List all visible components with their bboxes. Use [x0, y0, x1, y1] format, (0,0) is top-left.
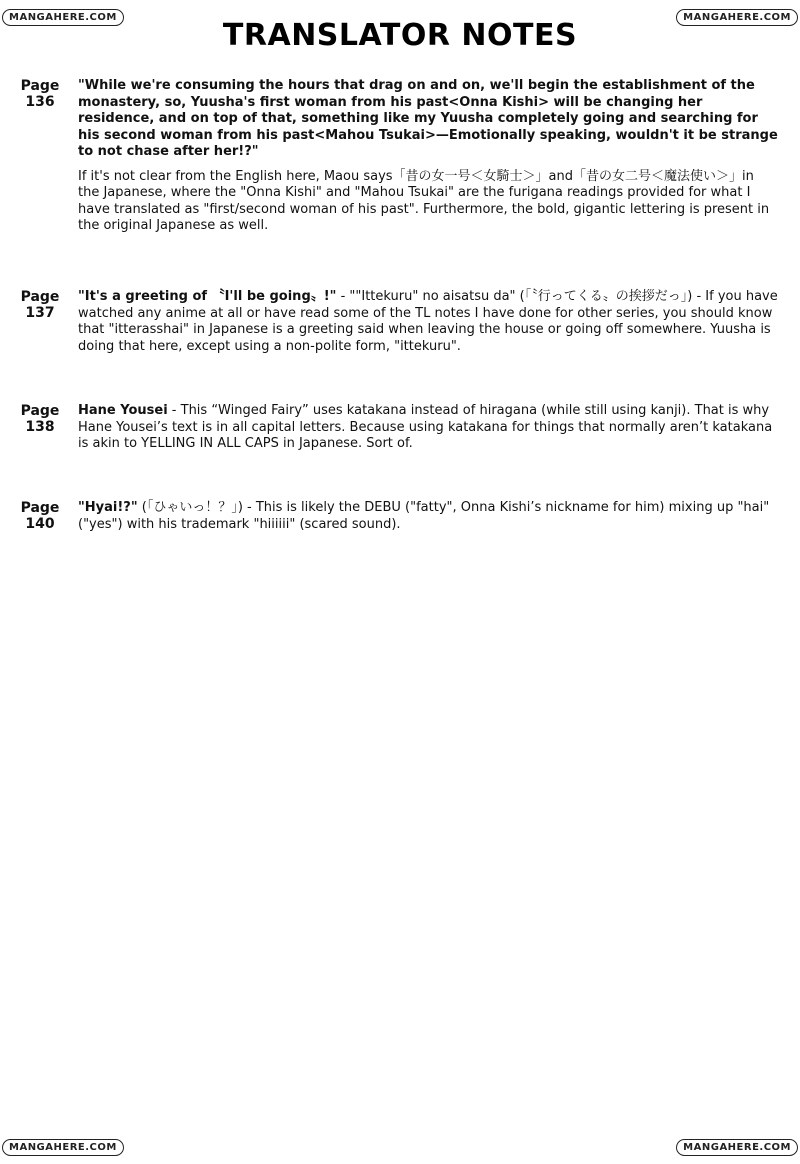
- watermark-bottom-right: [676, 1137, 798, 1157]
- page-number: 138: [25, 419, 55, 435]
- note-headline: "It's a greeting of 〝I'll be going〟!": [78, 289, 337, 304]
- page-reference: [14, 289, 66, 321]
- note-text: [78, 289, 778, 355]
- note-headline: "Hyai!?": [78, 500, 138, 515]
- page-title: TRANSLATOR NOTES: [222, 18, 578, 53]
- watermark-text: MANGAHERE.COM: [676, 9, 798, 26]
- page-reference: [14, 500, 66, 532]
- note-headline: Hane Yousei: [78, 403, 168, 418]
- page-reference: [14, 403, 66, 435]
- page-reference: [14, 78, 66, 110]
- page-number: 136: [25, 94, 55, 110]
- note-explanation: (「ひゃいっ！？」) - This is likely the DEBU ("fatty", Onna Kishi’s nickname for him) mixing up "hai" ("yes") with his trademark "hiiiiii" (scared sound).: [78, 500, 770, 532]
- note-text: [78, 500, 778, 533]
- page-word: Page: [20, 78, 60, 94]
- page-word: Page: [20, 289, 60, 305]
- note-explanation: - This “Winged Fairy” uses katakana instead of hiragana (while still using kanji). That is why Hane Yousei’s text is in all capital letters. Because using katakana for things that normally aren’t katakana is akin to YELLING IN ALL CAPS in Japanese. Sort of.: [78, 403, 773, 451]
- note-headline: "While we're consuming the hours that drag on and on, we'll begin the establishment of the monastery, so, Yuusha's first woman from his past<Onna Kishi> will be changing her residence, and on top of that, something like my Yuusha completely going and searching for his second woman from his past<Mahou Tsukai>—Emotionally speaking, wouldn't it be strange to not chase after her!?": [78, 78, 778, 159]
- watermark-bottom-left: [2, 1137, 124, 1157]
- watermark-text: MANGAHERE.COM: [2, 9, 124, 26]
- page-word: Page: [20, 500, 60, 516]
- note-text: [78, 403, 778, 453]
- note-body: [78, 289, 778, 355]
- note-explanation: If it's not clear from the English here, Maou says「昔の女一号＜女騎士＞」and「昔の女二号＜魔法使い＞」in the Japanese, where the "Onna Kishi" and "Mahou Tsukai" are the furigana readings provided for what I have translated as "first/second woman of his past". Furthermore, the bold, gigantic lettering is present in the original Japanese as well.: [78, 168, 770, 233]
- note-body: [78, 500, 778, 533]
- note-body: [78, 403, 778, 453]
- page-word: Page: [20, 403, 60, 419]
- note-body: [78, 78, 778, 235]
- page-number: 140: [25, 516, 55, 532]
- page-number: 137: [25, 305, 55, 321]
- watermark-text: MANGAHERE.COM: [2, 1139, 124, 1156]
- note-explanation: - ""Ittekuru" no aisatsu da" (「〝行ってくる〟の挨拶だっ」) - If you have watched any anime at all or have read some of the TL notes I have done for other series, you should know that "itterasshai" in Japanese is a greeting said when leaving the house or going off somewhere. Yuusha is doing that here, except using a non-polite form, "ittekuru".: [78, 289, 778, 354]
- watermark-text: MANGAHERE.COM: [676, 1139, 798, 1156]
